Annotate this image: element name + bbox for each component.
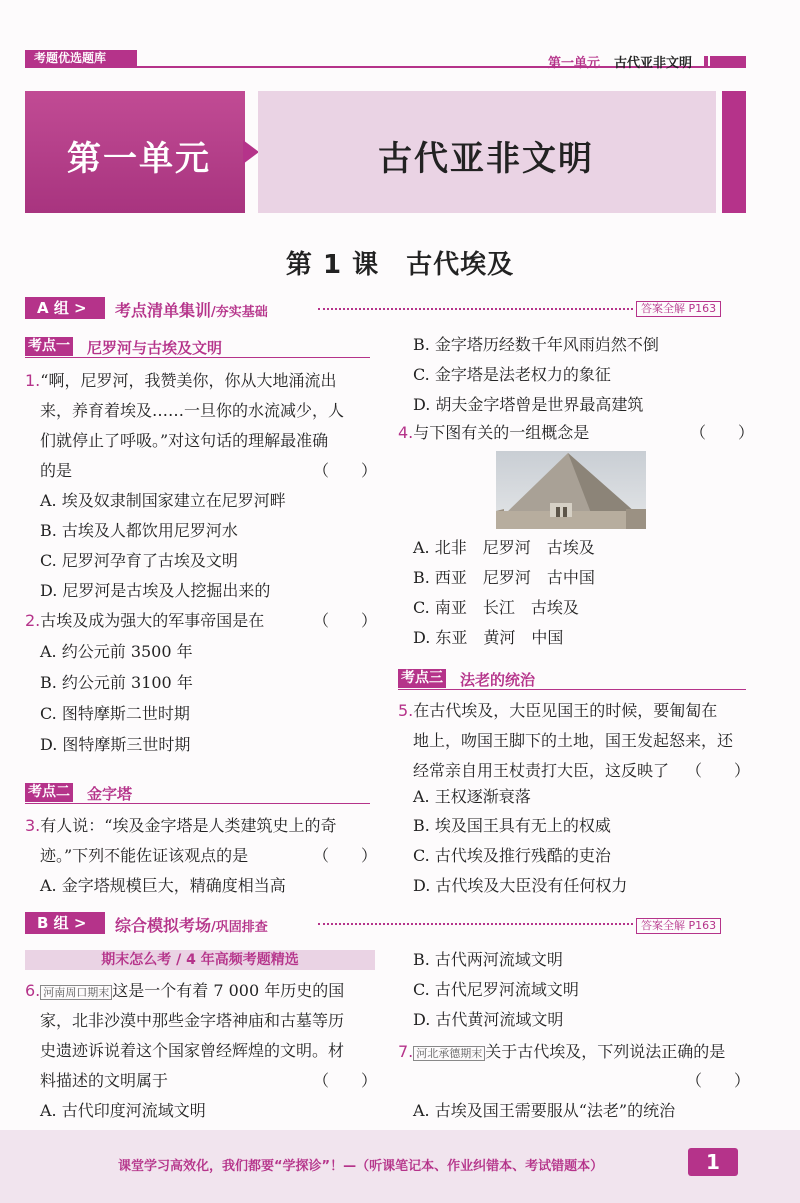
q3-option-b: B. 金字塔历经数千年风雨岿然不倒 bbox=[413, 335, 659, 354]
kp2-title: 金字塔 bbox=[87, 785, 133, 803]
q2-option-c: C. 图特摩斯二世时期 bbox=[40, 704, 190, 723]
q4-option-a: A. 北非 尼罗河 古埃及 bbox=[413, 538, 595, 557]
unit-title: 古代亚非文明 bbox=[378, 139, 594, 179]
q1-option-d: D. 尼罗河是古埃及人挖掘出来的 bbox=[40, 581, 271, 600]
kp1-title: 尼罗河与古埃及文明 bbox=[87, 339, 223, 357]
q2-number: 2. bbox=[25, 611, 41, 630]
q4-option-d: D. 东亚 黄河 中国 bbox=[413, 628, 564, 647]
header-strip-small bbox=[704, 56, 708, 68]
unit-banner bbox=[25, 91, 245, 213]
q5-option-d: D. 古代埃及大臣没有任何权力 bbox=[413, 876, 628, 895]
q6-text-1: 这是一个有着 7 000 年历史的国 bbox=[112, 981, 345, 1000]
running-header-title: 古代亚非文明 bbox=[614, 56, 693, 71]
q5-line-2: 地上，吻国王脚下的土地，国王发起怒来，还 bbox=[413, 731, 734, 750]
q5-text-1: 在古代埃及，大臣见国王的时候，要匍匐在 bbox=[413, 701, 718, 720]
banner-strip bbox=[722, 91, 746, 213]
group-a-title bbox=[115, 298, 268, 321]
q4-line-1 bbox=[398, 418, 589, 448]
q5-answer-paren: （ ） bbox=[686, 761, 751, 780]
q7-option-a: A. 古埃及国王需要服从“法老”的统治 bbox=[413, 1101, 676, 1120]
pyramid-image bbox=[496, 451, 646, 529]
q5-line-3: 经常亲自用王杖责打大臣，这反映了 bbox=[413, 761, 670, 780]
footer-slogan: 课堂学习高效化，我们都要“学探诊”！—（听课笔记本、作业纠错本、考试错题本） bbox=[118, 1159, 604, 1174]
q3-option-c: C. 金字塔是法老权力的象征 bbox=[413, 365, 611, 384]
q5-option-b: B. 埃及国王具有无上的权威 bbox=[413, 816, 611, 835]
q6-number: 6. bbox=[25, 981, 41, 1000]
q6-line-1 bbox=[25, 976, 344, 1008]
group-a-answer-ref: 答案全解 P163 bbox=[636, 301, 721, 317]
q4-answer-paren: （ ） bbox=[690, 423, 755, 442]
q7-source: 河北承德期末 bbox=[413, 1046, 485, 1061]
q6-answer-paren: （ ） bbox=[313, 1071, 378, 1090]
lesson-title: 第 1 课 古代埃及 bbox=[285, 250, 515, 280]
q6-line-4: 料描述的文明属于 bbox=[40, 1071, 169, 1090]
q2-option-b: B. 约公元前 3100 年 bbox=[40, 673, 193, 692]
q1-number: 1. bbox=[25, 371, 41, 390]
group-a-divider bbox=[318, 308, 633, 310]
q4-option-c: C. 南亚 长江 古埃及 bbox=[413, 598, 579, 617]
kp2-tag: 考点二 bbox=[25, 783, 73, 802]
q5-line-1 bbox=[398, 696, 717, 726]
q3-line-1 bbox=[25, 811, 336, 841]
unit-title-banner bbox=[258, 91, 716, 213]
unit-banner-label: 第一单元 bbox=[67, 139, 211, 179]
q1-line-1 bbox=[25, 366, 336, 396]
group-b-divider bbox=[318, 923, 633, 925]
q6-option-a: A. 古代印度河流域文明 bbox=[40, 1101, 206, 1120]
group-a-subtitle: /夯实基础 bbox=[211, 305, 268, 320]
q7-number: 7. bbox=[398, 1042, 414, 1061]
q5-number: 5. bbox=[398, 701, 414, 720]
q6-source: 河南周口期末 bbox=[40, 985, 112, 1000]
q1-line-3: 们就停止了呼吸。”对这句话的理解最准确 bbox=[40, 431, 329, 450]
q3-number: 3. bbox=[25, 816, 41, 835]
q6-option-c: C. 古代尼罗河流域文明 bbox=[413, 980, 579, 999]
q1-option-b: B. 古埃及人都饮用尼罗河水 bbox=[40, 521, 238, 540]
group-b-title-main: 综合模拟考场 bbox=[115, 916, 212, 935]
q1-option-c: C. 尼罗河孕育了古埃及文明 bbox=[40, 551, 238, 570]
kp2-rule bbox=[25, 803, 370, 804]
group-b-tag: B 组 > bbox=[25, 912, 105, 934]
q2-text: 古埃及成为强大的军事帝国是在 bbox=[40, 611, 265, 630]
q5-option-a: A. 王权逐渐衰落 bbox=[413, 787, 531, 806]
page-number: 1 bbox=[688, 1148, 738, 1176]
q6-line-2: 家，北非沙漠中那些金字塔神庙和古墓等历 bbox=[40, 1011, 345, 1030]
q6-option-d: D. 古代黄河流域文明 bbox=[413, 1010, 564, 1029]
exam-section-bar: 期末怎么考 / 4 年高频考题精选 bbox=[25, 950, 375, 970]
kp3-title: 法老的统治 bbox=[460, 671, 536, 689]
q5-option-c: C. 古代埃及推行残酷的吏治 bbox=[413, 846, 611, 865]
q2-option-d: D. 图特摩斯三世时期 bbox=[40, 735, 191, 754]
group-a-title-main: 考点清单集训 bbox=[115, 301, 212, 320]
q2-option-a: A. 约公元前 3500 年 bbox=[40, 642, 193, 661]
q3-option-a: A. 金字塔规模巨大，精确度相当高 bbox=[40, 876, 286, 895]
q4-text: 与下图有关的一组概念是 bbox=[413, 423, 590, 442]
q1-line-4: 的是 bbox=[40, 461, 73, 480]
group-b-title bbox=[115, 913, 268, 936]
q1-line-2: 来，养育着埃及……一旦你的水流减少，人 bbox=[40, 401, 345, 420]
q3-text-1: 有人说：“埃及金字塔是人类建筑史上的奇 bbox=[40, 816, 337, 835]
group-b-subtitle: /巩固排查 bbox=[211, 920, 268, 935]
q3-option-d: D. 胡夫金字塔曾是世界最高建筑 bbox=[413, 395, 644, 414]
q2-answer-paren: （ ） bbox=[313, 611, 378, 630]
running-header-unit: 第一单元 bbox=[548, 56, 601, 71]
kp1-rule bbox=[25, 357, 370, 358]
q3-answer-paren: （ ） bbox=[313, 846, 378, 865]
header-strip bbox=[710, 56, 746, 68]
running-header bbox=[548, 52, 692, 71]
kp3-tag: 考点三 bbox=[398, 669, 446, 688]
kp1-tag: 考点一 bbox=[25, 337, 73, 356]
series-label: 考题优选题库 bbox=[25, 50, 137, 67]
q7-answer-paren: （ ） bbox=[686, 1071, 751, 1090]
q4-option-b: B. 西亚 尼罗河 古中国 bbox=[413, 568, 595, 587]
q1-text-1: “啊，尼罗河，我赞美你，你从大地涌流出 bbox=[40, 371, 337, 390]
q7-line-1 bbox=[398, 1037, 725, 1069]
q3-line-2: 迹。”下列不能佐证该观点的是 bbox=[40, 846, 249, 865]
q6-option-b: B. 古代两河流域文明 bbox=[413, 950, 563, 969]
q1-answer-paren: （ ） bbox=[313, 461, 378, 480]
banner-arrow-icon bbox=[243, 140, 259, 164]
q1-option-a: A. 埃及奴隶制国家建立在尼罗河畔 bbox=[40, 491, 286, 510]
group-a-tag: A 组 > bbox=[25, 297, 105, 319]
q6-line-3: 史遗迹诉说着这个国家曾经辉煌的文明。材 bbox=[40, 1041, 345, 1060]
kp3-rule bbox=[398, 689, 746, 690]
q7-text: 关于古代埃及，下列说法正确的是 bbox=[485, 1042, 726, 1061]
q2-line-1 bbox=[25, 606, 264, 636]
q4-number: 4. bbox=[398, 423, 414, 442]
group-b-answer-ref: 答案全解 P163 bbox=[636, 918, 721, 934]
